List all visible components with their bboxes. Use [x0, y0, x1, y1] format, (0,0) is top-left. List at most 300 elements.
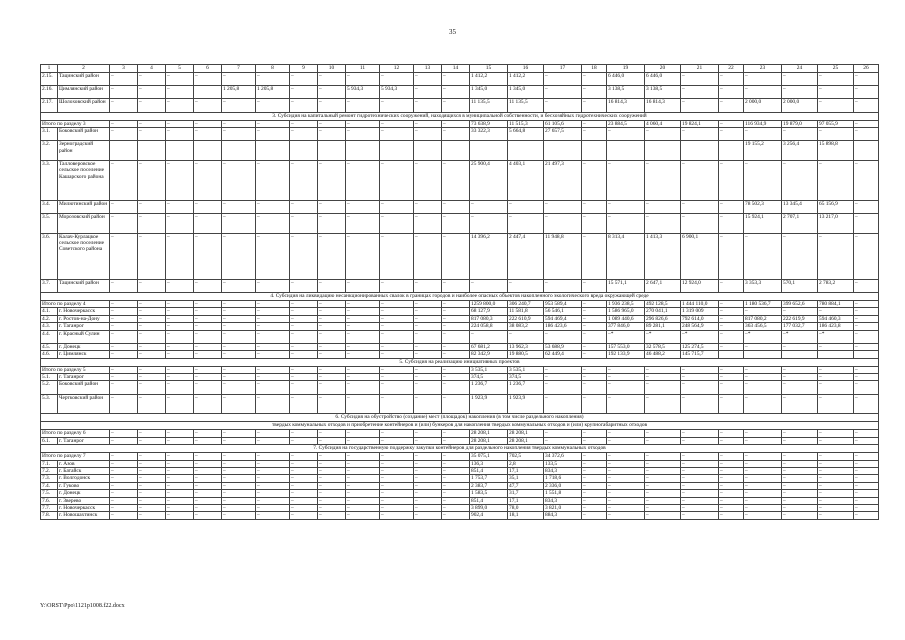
- value-cell: –: [582, 504, 607, 511]
- value-cell: –: [346, 343, 380, 350]
- table-row: [41, 460, 879, 467]
- total-value-cell: –: [318, 430, 346, 437]
- column-number-cell: 8: [256, 65, 290, 73]
- value-cell: –: [318, 504, 346, 511]
- value-cell: –: [719, 482, 744, 489]
- value-cell: –: [138, 437, 166, 444]
- municipality-name-cell: г. Зверево: [58, 497, 110, 504]
- value-cell: –: [442, 160, 470, 200]
- value-cell: –: [607, 460, 645, 467]
- value-cell: –: [744, 127, 782, 140]
- total-value-cell: 73 638,9: [470, 120, 508, 127]
- total-value-cell: –: [442, 366, 470, 373]
- value-cell: –: [582, 437, 607, 444]
- value-cell: –: [318, 200, 346, 213]
- value-cell: 1 753,7: [470, 475, 508, 482]
- value-cell: 570,1: [782, 279, 818, 292]
- value-cell: 3 899,0: [470, 504, 508, 511]
- value-cell: –: [194, 497, 222, 504]
- value-cell: –: [138, 160, 166, 200]
- value-cell: –: [645, 460, 681, 467]
- value-cell: –: [380, 490, 414, 497]
- value-cell: –: [256, 512, 290, 519]
- value-cell: –: [818, 233, 854, 279]
- value-cell: –: [222, 200, 256, 213]
- value-cell: –: [194, 467, 222, 474]
- value-cell: –: [719, 99, 744, 112]
- value-cell: 594 469,4: [544, 315, 582, 322]
- column-number-cell: 10: [318, 65, 346, 73]
- row-number-cell: 4.6.: [41, 351, 58, 358]
- value-cell: –: [346, 467, 380, 474]
- value-cell: –: [719, 330, 744, 343]
- row-number-cell: 7.6.: [41, 497, 58, 504]
- municipality-name-cell: Чертковский район: [58, 394, 110, 414]
- municipality-name-cell: Боковский район: [58, 381, 110, 394]
- total-value-cell: 61 105,6: [544, 120, 582, 127]
- value-cell: –: [442, 323, 470, 330]
- value-cell: –: [318, 86, 346, 99]
- table-row: [41, 233, 879, 279]
- row-number-cell: 4.4.: [41, 330, 58, 343]
- value-cell: –: [442, 213, 470, 233]
- value-cell: –: [138, 73, 166, 86]
- value-cell: –: [318, 373, 346, 380]
- value-cell: –: [442, 394, 470, 414]
- total-value-cell: –: [110, 366, 138, 373]
- value-cell: 145 715,7: [681, 351, 719, 358]
- value-cell: [854, 141, 879, 161]
- value-cell: –: [582, 213, 607, 233]
- value-cell: –: [110, 482, 138, 489]
- column-number-cell: 11: [346, 65, 380, 73]
- value-cell: –: [194, 213, 222, 233]
- value-cell: 68 127,9: [470, 308, 508, 315]
- municipality-name-cell: Талловеровское сельское поселение Кашарского района: [58, 160, 110, 200]
- value-cell: –: [110, 460, 138, 467]
- value-cell: –: [854, 99, 879, 112]
- total-value-cell: –: [290, 366, 318, 373]
- total-value-cell: –: [346, 120, 380, 127]
- value-cell: 186 423,6: [544, 323, 582, 330]
- total-value-cell: –: [782, 366, 818, 373]
- value-cell: 31,7: [508, 490, 544, 497]
- table-row: [41, 279, 879, 292]
- value-cell: –: [818, 343, 854, 350]
- value-cell: –: [138, 86, 166, 99]
- value-cell: –: [854, 343, 879, 350]
- value-cell: –: [414, 86, 442, 99]
- column-number-cell: 15: [470, 65, 508, 73]
- value-cell: –: [719, 467, 744, 474]
- municipality-name-cell: г. Донецк: [58, 490, 110, 497]
- value-cell: –: [645, 490, 681, 497]
- value-cell: 27 657,5: [544, 127, 582, 140]
- municipality-name-cell: Боковский район: [58, 127, 110, 140]
- total-value-cell: –: [582, 453, 607, 460]
- value-cell: [380, 141, 414, 161]
- total-value-cell: –: [318, 120, 346, 127]
- value-cell: –: [194, 460, 222, 467]
- value-cell: –: [414, 127, 442, 140]
- total-value-cell: 492 128,5: [645, 300, 681, 307]
- value-cell: 25 900,4: [470, 160, 508, 200]
- column-number-cell: 26: [854, 65, 879, 73]
- total-value-cell: –: [681, 453, 719, 460]
- value-cell: –: [346, 330, 380, 343]
- total-value-cell: 28 208,1: [470, 430, 508, 437]
- value-cell: 3 821,0: [544, 504, 582, 511]
- value-cell: –: [380, 343, 414, 350]
- value-cell: –: [744, 490, 782, 497]
- value-cell: 67 681,2: [470, 343, 508, 350]
- value-cell: –: [380, 315, 414, 322]
- value-cell: –: [607, 381, 645, 394]
- column-number-cell: 2: [58, 65, 110, 73]
- value-cell: –: [256, 351, 290, 358]
- value-cell: –: [782, 467, 818, 474]
- value-cell: –: [290, 200, 318, 213]
- value-cell: –: [681, 373, 719, 380]
- value-cell: –: [138, 233, 166, 279]
- total-value-cell: 306 240,7: [508, 300, 544, 307]
- value-cell: –: [544, 373, 582, 380]
- value-cell: –: [346, 99, 380, 112]
- value-cell: –: [854, 73, 879, 86]
- value-cell: –: [818, 381, 854, 394]
- value-cell: –: [194, 233, 222, 279]
- value-cell: –: [346, 490, 380, 497]
- value-cell: –: [442, 437, 470, 444]
- total-value-cell: –: [414, 300, 442, 307]
- table-row: [41, 86, 879, 99]
- total-value-cell: –: [138, 453, 166, 460]
- value-cell: –: [222, 394, 256, 414]
- total-value-cell: –: [290, 120, 318, 127]
- value-cell: –: [166, 127, 194, 140]
- value-cell: –: [222, 73, 256, 86]
- value-cell: –: [607, 512, 645, 519]
- value-cell: 11 135,5: [508, 99, 544, 112]
- value-cell: –: [442, 351, 470, 358]
- value-cell: –: [854, 460, 879, 467]
- value-cell: [544, 141, 582, 161]
- section-total-row: [41, 120, 879, 127]
- value-cell: 4 403,1: [508, 160, 544, 200]
- value-cell: –: [582, 482, 607, 489]
- municipality-name-cell: г. Батайск: [58, 467, 110, 474]
- value-cell: –: [194, 343, 222, 350]
- section-heading-row: [41, 112, 879, 120]
- value-cell: 28 208,1: [470, 437, 508, 444]
- value-cell: –: [166, 330, 194, 343]
- value-cell: –: [719, 213, 744, 233]
- total-label: Итого по разделу 4: [41, 300, 110, 307]
- value-cell: –: [222, 437, 256, 444]
- value-cell: –: [380, 512, 414, 519]
- value-cell: 28 208,1: [508, 437, 544, 444]
- value-cell: –: [582, 160, 607, 200]
- section-heading: 7. Субсидия на государственную поддержку закупки контейнеров для раздельного накопления твердых коммунальных отходов: [41, 445, 879, 453]
- total-value-cell: –: [166, 366, 194, 373]
- section-heading-row: [41, 445, 879, 453]
- value-cell: –: [110, 497, 138, 504]
- value-cell: 133,5: [544, 460, 582, 467]
- total-value-cell: –: [719, 120, 744, 127]
- value-cell: –: [854, 437, 879, 444]
- value-cell: –: [607, 127, 645, 140]
- value-cell: –: [782, 73, 818, 86]
- table-row: [41, 200, 879, 213]
- total-value-cell: –: [318, 453, 346, 460]
- value-cell: –: [346, 127, 380, 140]
- value-cell: –: [719, 315, 744, 322]
- value-cell: 136,3: [470, 460, 508, 467]
- value-cell: –*: [607, 330, 645, 343]
- value-cell: –: [442, 343, 470, 350]
- total-value-cell: –: [138, 120, 166, 127]
- value-cell: –: [380, 200, 414, 213]
- value-cell: –: [782, 512, 818, 519]
- total-label: Итого по разделу 5: [41, 366, 110, 373]
- column-number-row: [41, 65, 879, 73]
- value-cell: –: [194, 99, 222, 112]
- value-cell: 3 256,4: [782, 141, 818, 161]
- value-cell: 1 412,2: [508, 73, 544, 86]
- value-cell: –: [110, 394, 138, 414]
- value-cell: –: [222, 512, 256, 519]
- value-cell: –: [318, 497, 346, 504]
- column-number-cell: 9: [290, 65, 318, 73]
- value-cell: –: [290, 475, 318, 482]
- value-cell: 13 962,3: [508, 343, 544, 350]
- total-value-cell: –: [256, 366, 290, 373]
- total-value-cell: –: [318, 366, 346, 373]
- value-cell: 8 313,4: [607, 233, 645, 279]
- total-value-cell: –: [414, 430, 442, 437]
- total-value-cell: –: [854, 453, 879, 460]
- value-cell: –: [318, 490, 346, 497]
- row-number-cell: 7.1.: [41, 460, 58, 467]
- value-cell: –: [818, 437, 854, 444]
- value-cell: 2 783,2: [818, 279, 854, 292]
- value-cell: –: [222, 490, 256, 497]
- total-value-cell: 953 589,4: [544, 300, 582, 307]
- total-value-cell: –: [854, 120, 879, 127]
- value-cell: –: [414, 351, 442, 358]
- value-cell: –: [194, 504, 222, 511]
- value-cell: –: [582, 73, 607, 86]
- value-cell: –: [544, 213, 582, 233]
- value-cell: –: [318, 99, 346, 112]
- value-cell: –: [194, 330, 222, 343]
- municipality-name-cell: г. Таганрог: [58, 323, 110, 330]
- value-cell: –: [222, 308, 256, 315]
- value-cell: –: [582, 460, 607, 467]
- value-cell: [138, 141, 166, 161]
- value-cell: –: [110, 315, 138, 322]
- value-cell: 248 564,9: [681, 323, 719, 330]
- value-cell: –: [318, 233, 346, 279]
- value-cell: 1 923,9: [508, 394, 544, 414]
- total-value-cell: –: [782, 453, 818, 460]
- value-cell: –: [194, 73, 222, 86]
- total-value-cell: –: [194, 430, 222, 437]
- value-cell: –: [719, 504, 744, 511]
- total-value-cell: –: [719, 430, 744, 437]
- value-cell: –: [442, 200, 470, 213]
- value-cell: –: [744, 381, 782, 394]
- total-value-cell: –: [346, 453, 380, 460]
- value-cell: –: [380, 381, 414, 394]
- total-value-cell: –: [645, 430, 681, 437]
- value-cell: 296 826,6: [645, 315, 681, 322]
- value-cell: [582, 141, 607, 161]
- value-cell: [290, 141, 318, 161]
- table-row: [41, 351, 879, 358]
- total-value-cell: –: [256, 120, 290, 127]
- value-cell: 3 138,5: [645, 86, 681, 99]
- value-cell: –: [719, 86, 744, 99]
- value-cell: 15 571,1: [607, 279, 645, 292]
- row-number-cell: 7.7.: [41, 504, 58, 511]
- value-cell: –: [166, 512, 194, 519]
- value-cell: –: [442, 460, 470, 467]
- value-cell: –: [256, 213, 290, 233]
- value-cell: –: [380, 504, 414, 511]
- value-cell: –: [414, 394, 442, 414]
- value-cell: –: [290, 330, 318, 343]
- value-cell: 851,4: [470, 497, 508, 504]
- value-cell: –: [607, 437, 645, 444]
- value-cell: 11 135,5: [470, 99, 508, 112]
- value-cell: 270 041,1: [645, 308, 681, 315]
- value-cell: 18,1: [508, 512, 544, 519]
- value-cell: –: [138, 127, 166, 140]
- total-value-cell: 28 208,1: [508, 430, 544, 437]
- value-cell: –: [290, 99, 318, 112]
- value-cell: –: [645, 482, 681, 489]
- value-cell: –: [544, 381, 582, 394]
- table-row: [41, 315, 879, 322]
- value-cell: –: [582, 86, 607, 99]
- value-cell: –: [782, 233, 818, 279]
- section-total-row: [41, 430, 879, 437]
- value-cell: –: [582, 351, 607, 358]
- value-cell: –: [607, 213, 645, 233]
- value-cell: 62 449,4: [544, 351, 582, 358]
- total-value-cell: –: [346, 430, 380, 437]
- value-cell: 1 089 440,6: [607, 315, 645, 322]
- total-value-cell: –: [544, 430, 582, 437]
- value-cell: –: [166, 86, 194, 99]
- value-cell: –: [782, 127, 818, 140]
- value-cell: –: [470, 279, 508, 292]
- value-cell: –: [194, 315, 222, 322]
- municipality-name-cell: г. Гуково: [58, 482, 110, 489]
- value-cell: –: [681, 497, 719, 504]
- column-number-cell: 1: [41, 65, 58, 73]
- value-cell: 35,1: [508, 475, 544, 482]
- value-cell: –: [414, 460, 442, 467]
- value-cell: 224 058,8: [470, 323, 508, 330]
- value-cell: –: [222, 497, 256, 504]
- value-cell: –: [318, 467, 346, 474]
- column-number-cell: 21: [681, 65, 719, 73]
- value-cell: –: [194, 512, 222, 519]
- total-value-cell: –: [681, 430, 719, 437]
- value-cell: –: [645, 437, 681, 444]
- value-cell: –: [110, 351, 138, 358]
- value-cell: 1 718,6: [544, 475, 582, 482]
- value-cell: –: [138, 373, 166, 380]
- column-number-cell: 19: [607, 65, 645, 73]
- value-cell: –: [346, 437, 380, 444]
- value-cell: –: [380, 73, 414, 86]
- value-cell: –: [380, 467, 414, 474]
- value-cell: –: [222, 343, 256, 350]
- value-cell: –: [138, 308, 166, 315]
- value-cell: –: [138, 315, 166, 322]
- value-cell: –: [442, 330, 470, 343]
- value-cell: 6 446,0: [607, 73, 645, 86]
- column-number-cell: 22: [719, 65, 744, 73]
- value-cell: –: [290, 233, 318, 279]
- value-cell: –: [346, 373, 380, 380]
- value-cell: –: [582, 381, 607, 394]
- value-cell: –: [645, 394, 681, 414]
- total-value-cell: –: [222, 120, 256, 127]
- table-row: [41, 467, 879, 474]
- municipality-name-cell: Милютинский район: [58, 200, 110, 213]
- value-cell: –: [290, 86, 318, 99]
- total-value-cell: –: [607, 366, 645, 373]
- value-cell: –: [442, 127, 470, 140]
- value-cell: –: [582, 373, 607, 380]
- value-cell: –: [290, 351, 318, 358]
- row-number-cell: 5.3.: [41, 394, 58, 414]
- value-cell: –: [818, 497, 854, 504]
- column-number-cell: 23: [744, 65, 782, 73]
- value-cell: –: [782, 504, 818, 511]
- value-cell: –: [138, 490, 166, 497]
- value-cell: 594 460,3: [818, 315, 854, 322]
- value-cell: –: [782, 394, 818, 414]
- value-cell: –: [719, 394, 744, 414]
- total-value-cell: –: [318, 300, 346, 307]
- value-cell: 2 000,0: [744, 99, 782, 112]
- value-cell: –: [442, 497, 470, 504]
- table-row: [41, 73, 879, 86]
- value-cell: –: [318, 213, 346, 233]
- value-cell: –: [854, 127, 879, 140]
- section-heading: 4. Субсидия на ликвидацию несанкционированных свалок в границах городов и наиболее опасных объектов накопленного экологического вреда окружающей среде: [41, 292, 879, 300]
- value-cell: –: [470, 200, 508, 213]
- value-cell: –: [782, 160, 818, 200]
- value-cell: –: [414, 475, 442, 482]
- value-cell: 1 205,8: [222, 86, 256, 99]
- value-cell: –: [290, 512, 318, 519]
- value-cell: –: [256, 343, 290, 350]
- value-cell: –: [346, 482, 380, 489]
- table-row: [41, 475, 879, 482]
- total-value-cell: –: [854, 430, 879, 437]
- value-cell: –: [194, 160, 222, 200]
- value-cell: –: [744, 512, 782, 519]
- value-cell: 222 610,9: [508, 315, 544, 322]
- row-number-cell: 3.4.: [41, 200, 58, 213]
- value-cell: –: [582, 497, 607, 504]
